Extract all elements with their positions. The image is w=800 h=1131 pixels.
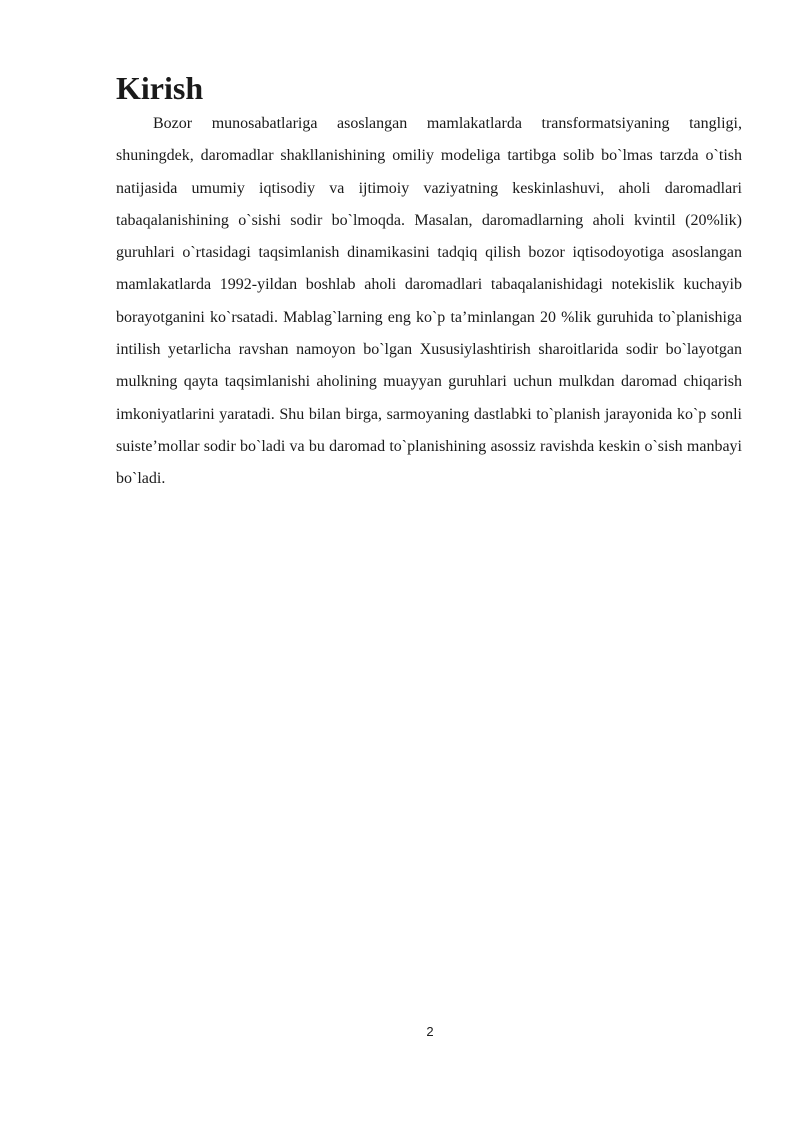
body-paragraph: Bozor munosabatlariga asoslangan mamlakatlarda transformatsiyaning tangligi, shuningdek, daromadlar shakllanishining omiliy modeliga tartibga solib bo`lmas tarzda o`tish natijasida umumiy iqtisodiy va ijtimoiy vaziyatning keskinlashuvi, aholi daromadlari tabaqalanishining o`sishi sodir bo`lmoqda. Masalan, daromadlarning aholi kvintil (20%lik) guruhlari o`rtasidagi taqsimlanish dinamikasini tadqiq qilish bozor iqtisodoyotiga asoslangan mamlakatlarda 1992-yildan boshlab aholi daromadlari tabaqalanishidagi notekislik kuchayib borayotganini ko`rsatadi. Mablag`larning eng ko`p ta’minlangan 20 %lik guruhida to`planishiga intilish yetarlicha ravshan namoyon bo`lgan Xususiylashtirish sharoitlarida sodir bo`layotgan mulkning qayta taqsimlanishi aholining muayyan guruhlari uchun mulkdan daromad chiqarish imkoniyatlarini yaratadi. Shu bilan birga, sarmoyaning dastlabki to`planish jarayonida ko`p sonli suiste’mollar sodir bo`ladi va bu daromad to`planishining asossiz ravishda keskin o`sish manbayi bo`ladi. [116,115,742,488]
page-number: 2 [426,1024,434,1039]
document-body [116,70,742,496]
section-heading: Kirish [116,70,204,106]
